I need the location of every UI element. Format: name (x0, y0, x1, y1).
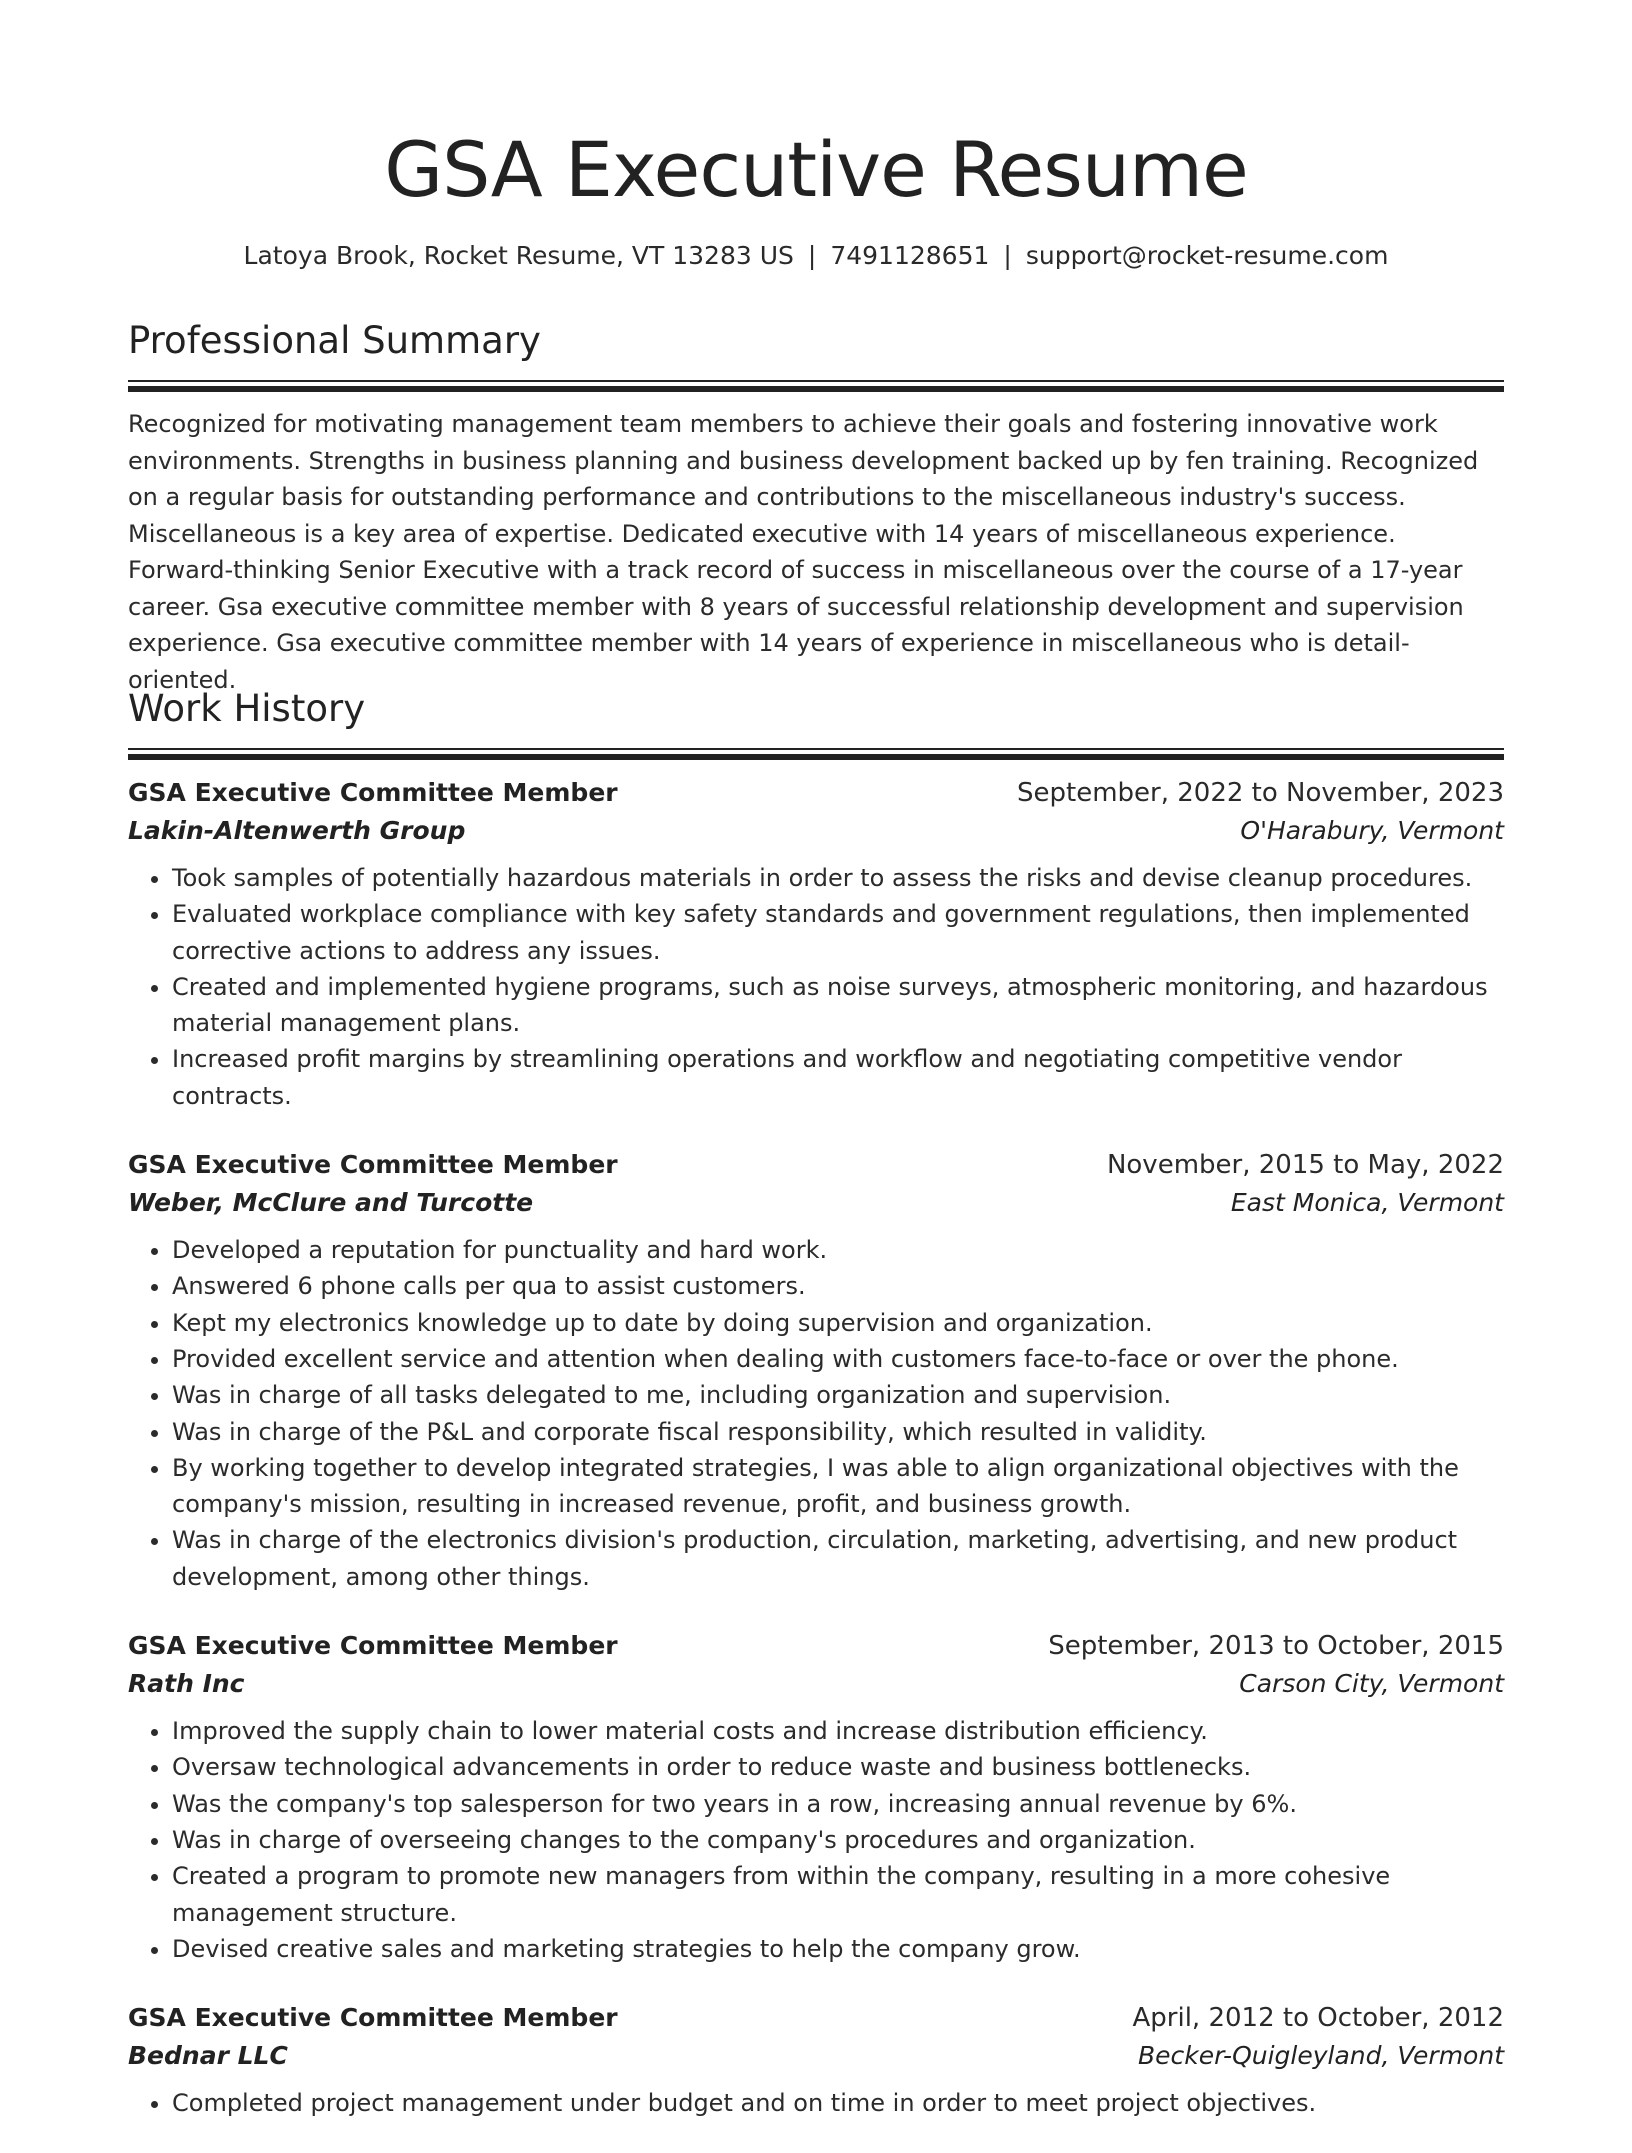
contact-address: Latoya Brook, Rocket Resume, VT 13283 US (243, 241, 794, 270)
job-title-row (128, 1627, 1504, 1665)
job-title: GSA Executive Committee Member (128, 1631, 618, 1661)
job-title-row (128, 1146, 1504, 1184)
job-bullet: • Provided excellent service and attention when dealing with customers face-to-face or over the phone. (172, 1341, 1504, 1377)
job-bullet: • Took samples of potentially hazardous materials in order to assess the risks and devise cleanup procedures. (172, 860, 1504, 896)
contact-line (128, 238, 1504, 274)
job-dates: April, 2012 to October, 2012 (1132, 2003, 1504, 2034)
job-bullet: • Was in charge of the electronics division's production, circulation, marketing, advertising, and new product development, among other things. (172, 1522, 1504, 1595)
contact-phone: 7491128651 (830, 241, 990, 270)
job-bullet: • Was in charge of all tasks delegated to me, including organization and supervision. (172, 1377, 1504, 1413)
job-company: Bednar LLC (128, 2041, 288, 2071)
job-company-row (128, 1665, 1504, 1703)
job-bullet-list (128, 860, 1504, 1114)
job-bullet-list (128, 2085, 1504, 2121)
job-bullet: • Was the company's top salesperson for two years in a row, increasing annual revenue by 6%. (172, 1786, 1504, 1822)
job-bullet: • By working together to develop integrated strategies, I was able to align organizational objectives with the company's mission, resulting in increased revenue, profit, and business growth. (172, 1450, 1504, 1523)
job-bullet: • Created a program to promote new managers from within the company, resulting in a more cohesive management structure. (172, 1858, 1504, 1931)
contact-email: support@rocket-resume.com (1025, 241, 1389, 270)
job-bullet: • Completed project management under budget and on time in order to meet project objectives. (172, 2085, 1504, 2121)
job-bullet: • Created and implemented hygiene programs, such as noise surveys, atmospheric monitoring, and hazardous material management plans. (172, 969, 1504, 1042)
summary-text: Recognized for motivating management team members to achieve their goals and fostering innovative work environments. Strengths in business planning and business development backed up by fen training. Recognized on a regular basis for outstanding performance and contributions to the miscellaneous industry's success. Miscellaneous is a key area of expertise. Dedicated executive with 14 years of miscellaneous experience. Forward-thinking Senior Executive with a track record of success in miscellaneous over the course of a 17-year career. Gsa executive committee member with 8 years of successful relationship development and supervision experience. Gsa executive committee member with 14 years of experience in miscellaneous who is detail-oriented. (128, 410, 1479, 694)
job-bullet: • Answered 6 phone calls per qua to assist customers. (172, 1268, 1504, 1304)
job-company-row (128, 812, 1504, 850)
job-location: O'Harabury, Vermont (1240, 816, 1504, 845)
job-title: GSA Executive Committee Member (128, 1150, 618, 1180)
job-bullet: • Was in charge of overseeing changes to the company's procedures and organization. (172, 1822, 1504, 1858)
job-company: Rath Inc (128, 1669, 245, 1699)
work-heading: Work History (128, 687, 366, 730)
job-dates: September, 2022 to November, 2023 (1017, 778, 1504, 808)
job-bullet-list (128, 1713, 1504, 1967)
job-bullet-list (128, 1232, 1504, 1595)
job-bullet: • Kept my electronics knowledge up to date by doing supervision and organization. (172, 1305, 1504, 1341)
job-entry (128, 1999, 1504, 2121)
job-dates: September, 2013 to October, 2015 (1048, 1631, 1504, 1662)
work-section-header (128, 684, 1504, 760)
job-title-row (128, 1999, 1504, 2037)
work-history-list (128, 774, 1504, 2153)
job-dates: November, 2015 to May, 2022 (1106, 1150, 1504, 1181)
job-location: Becker-Quigleyland, Vermont (1138, 2041, 1504, 2071)
job-entry (128, 774, 1504, 1114)
job-company-row (128, 2037, 1504, 2075)
job-bullet: • Was in charge of the P&L and corporate fiscal responsibility, which resulted in validity. (172, 1414, 1504, 1450)
job-bullet: • Evaluated workplace compliance with key safety standards and government regulations, then implemented corrective actions to address any issues. (172, 896, 1504, 969)
contact-separator: | (1003, 241, 1012, 270)
resume-title: GSA Executive Resume (384, 125, 1248, 214)
section-divider (128, 748, 1504, 750)
summary-section-header (128, 316, 1504, 392)
section-divider (128, 386, 1504, 392)
job-bullet: • Developed a reputation for punctuality and hard work. (172, 1232, 1504, 1268)
job-location: Carson City, Vermont (1239, 1669, 1504, 1699)
job-location: East Monica, Vermont (1230, 1188, 1504, 1218)
job-company: Lakin-Altenwerth Group (128, 816, 466, 845)
job-bullet: • Oversaw technological advancements in order to reduce waste and business bottlenecks. (172, 1749, 1504, 1785)
job-bullet: • Improved the supply chain to lower material costs and increase distribution efficiency. (172, 1713, 1504, 1749)
job-entry (128, 1146, 1504, 1595)
job-company: Weber, McClure and Turcotte (128, 1188, 534, 1218)
contact-separator: | (807, 241, 817, 270)
summary-heading: Professional Summary (128, 319, 541, 362)
job-bullet: • Increased profit margins by streamlining operations and workflow and negotiating competitive vendor contracts. (172, 1041, 1504, 1114)
job-title-row (128, 774, 1504, 812)
job-title: GSA Executive Committee Member (128, 2003, 618, 2033)
job-bullet: • Devised creative sales and marketing strategies to help the company grow. (172, 1931, 1504, 1967)
job-entry (128, 1627, 1504, 1967)
section-divider (128, 754, 1504, 760)
section-divider (128, 380, 1504, 382)
job-title: GSA Executive Committee Member (128, 778, 618, 807)
job-company-row (128, 1184, 1504, 1222)
